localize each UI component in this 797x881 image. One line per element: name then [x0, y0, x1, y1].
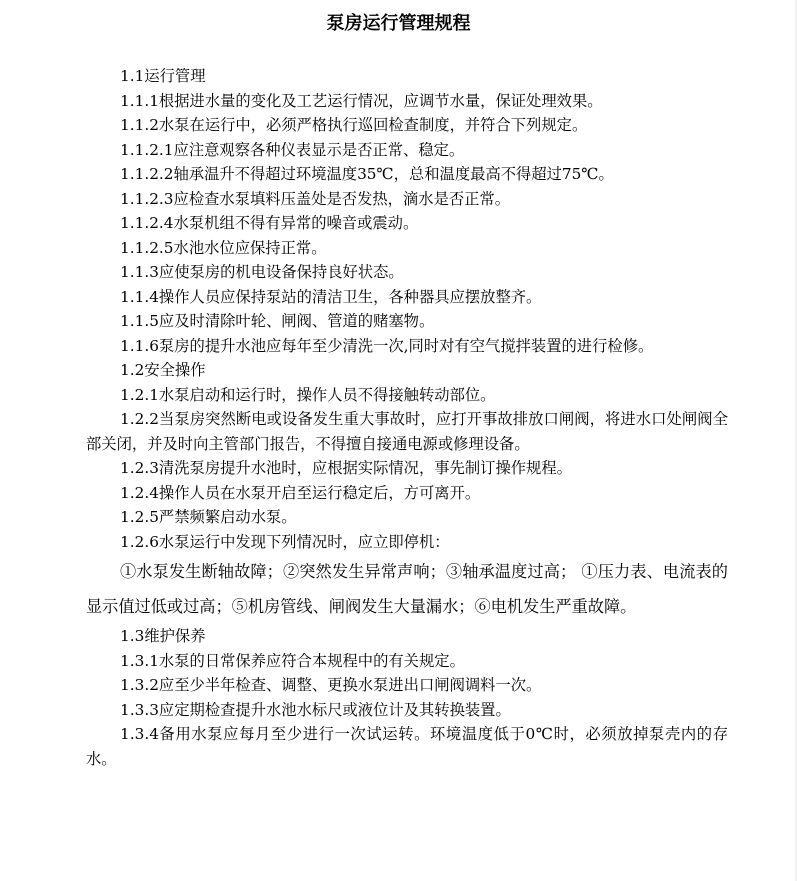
paragraph: 1.1.2.1应注意观察各种仪表显示是否正常、稳定。 — [120, 140, 465, 159]
paragraph: 1.1.2.4水泵机组不得有异常的噪音或震动。 — [120, 214, 419, 232]
document-title: 泵房运行管理规程 — [326, 13, 471, 34]
paragraph: 1.2.6水泵运行中发现下列情况时，应立即停机： — [120, 532, 450, 551]
paragraph: 1.1.2.2轴承温升不得超过环境温度35℃，总和温度最高不得超过75℃。 — [120, 165, 614, 183]
section-heading: 1.2安全操作 — [120, 361, 206, 379]
paragraph: 1.2.1水泵启动和运行时，操作人员不得接触转动部位。 — [120, 385, 496, 404]
paragraph: 1.2.3清洗泵房提升水池时，应根据实际情况，事先制订操作规程。 — [120, 459, 572, 477]
paragraph: 1.2.2当泵房突然断电或设备发生重大事故时，应打开事故排放口闸阀，将进水口处闸阀全部关闭，并及时向主管部门报告，不得擅自接通电源或修理设备。 — [86, 410, 728, 453]
paragraph: 1.1.6泵房的提升水池应每年至少清洗一次,同时对有空气搅拌装置的进行检修。 — [120, 336, 654, 355]
paragraph: 1.3.2应至少半年检查、调整、更换水泵进出口闸阀调料一次。 — [120, 676, 542, 694]
paragraph: 1.1.2.5水池水位应保持正常。 — [120, 238, 327, 257]
paragraph: 1.2.4操作人员在水泵开启至运行稳定后，方可离开。 — [120, 483, 481, 502]
paragraph: 1.3.3应定期检查提升水池水标尺或液位计及其转换装置。 — [120, 700, 511, 719]
paragraph: 1.2.5严禁频繁启动水泵。 — [120, 508, 297, 526]
paragraph: 1.1.4操作人员应保持泵站的清洁卫生，各种器具应摆放整齐。 — [120, 287, 542, 306]
paragraph: 1.1.5应及时清除叶轮、闸阀、管道的赌塞物。 — [120, 312, 435, 330]
paragraph: 1.3.4备用水泵应每月至少进行一次试运转。环境温度低于0℃时，必须放掉泵壳内的存水。 — [86, 725, 728, 768]
paragraph: 1.1.2水泵在运行中，必须严格执行巡回检查制度，并符合下列规定。 — [120, 116, 588, 134]
section-heading: 1.3维护保养 — [120, 627, 206, 645]
stop-conditions-list: ①水泵发生断轴故障；②突然发生异常声响；③轴承温度过高； ①压力表、电流表的显示值过低或过高；⑤机房管线、闸阀发生大量漏水；⑥电机发生严重故障。 — [86, 562, 728, 616]
paragraph: 1.1.1根据进水量的变化及工艺运行情况，应调节水量，保证处理效果。 — [120, 91, 603, 110]
paragraph: 1.3.1水泵的日常保养应符合本规程中的有关规定。 — [120, 651, 465, 670]
section-heading: 1.1运行管理 — [120, 67, 206, 85]
paragraph: 1.1.3应使泵房的机电设备保持良好状态。 — [120, 263, 404, 281]
document-body — [86, 64, 728, 771]
paragraph: 1.1.2.3应检查水泵填料压盖处是否发热，滴水是否正常。 — [120, 189, 511, 208]
